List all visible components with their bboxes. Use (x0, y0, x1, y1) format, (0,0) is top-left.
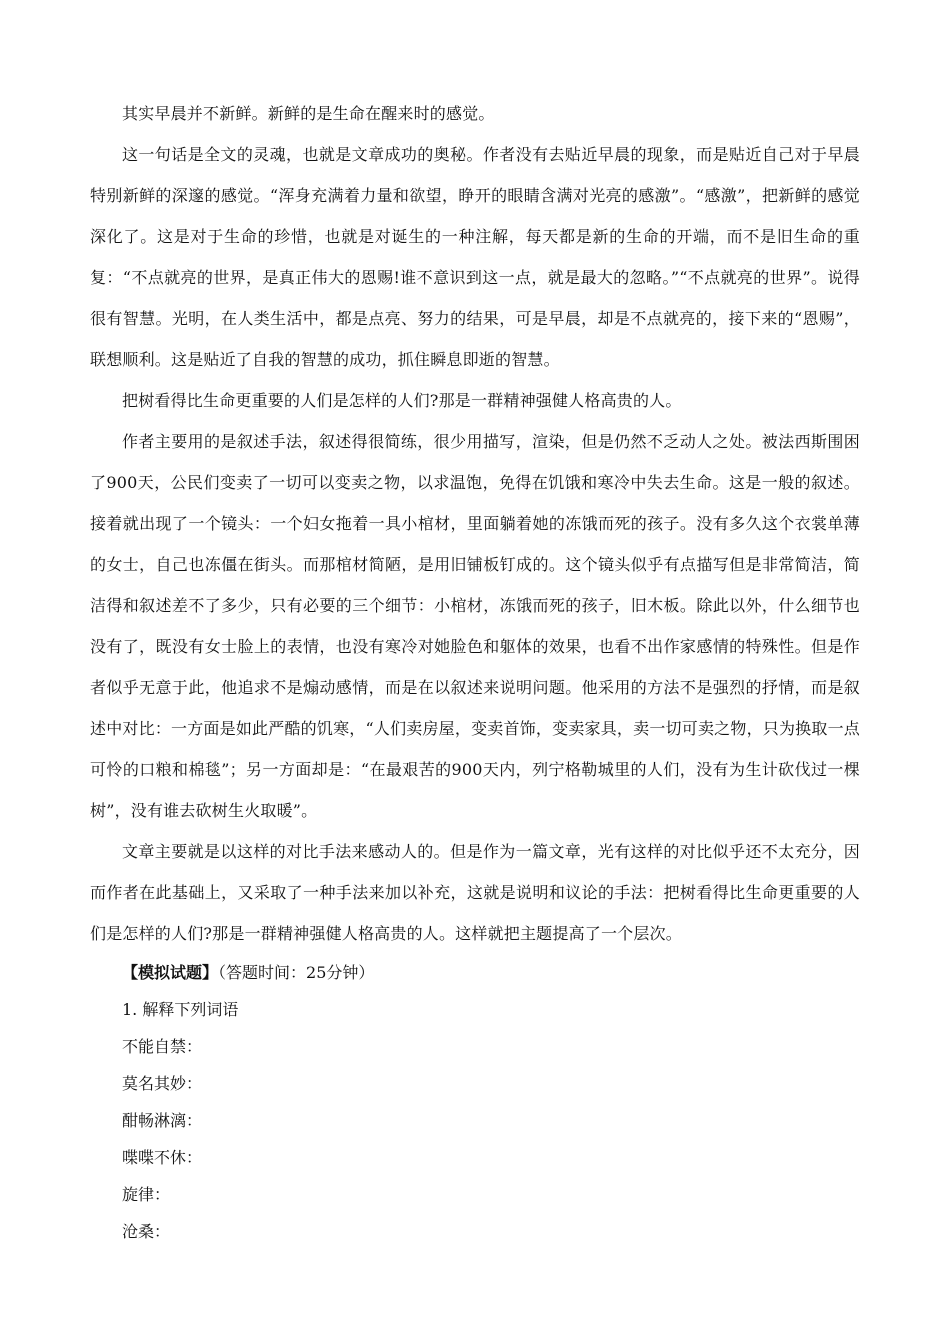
term-item: 莫名其妙： (122, 1074, 203, 1093)
paragraph-1: 其实早晨并不新鲜。新鲜的是生命在醒来时的感觉。 (122, 104, 495, 123)
question-1: 1. 解释下列词语 (122, 1000, 239, 1019)
paragraph-2: 这一句话是全文的灵魂，也就是文章成功的奥秘。作者没有去贴近早晨的现象，而是贴近自己对于早晨特别新鲜的深邃的感觉。“浑身充满着力量和欲望，睁开的眼睛含满对光亮的感激”。“感激”，把新鲜的感觉深化了。这是对于生命的珍惜，也就是对诞生的一种注解，每天都是新的生命的开端，而不是旧生命的重复：“不点就亮的世界，是真正伟大的恩赐!谁不意识到这一点，就是最大的忽略。”“不点就亮的世界”。说得很有智慧。光明，在人类生活中，都是点亮、努力的结果，可是早晨，却是不点就亮的，接下来的“恩赐”，联想顺利。这是贴近了自我的智慧的成功，抓住瞬息即逝的智慧。 (90, 145, 860, 369)
term-item: 酣畅淋漓： (122, 1111, 203, 1130)
document-page (90, 93, 860, 1250)
paragraph-4: 作者主要用的是叙述手法，叙述得很简练，很少用描写，渲染，但是仍然不乏动人之处。被法西斯围困了900天，公民们变卖了一切可以变卖之物，以求温饱，免得在饥饿和寒冷中失去生命。这是一般的叙述。接着就出现了一个镜头：一个妇女拖着一具小棺材，里面躺着她的冻饿而死的孩子。没有多久这个衣裳单薄的女士，自己也冻僵在街头。而那棺材简陋，是用旧铺板钉成的。这个镜头似乎有点描写但是非常简洁，简洁得和叙述差不了多少，只有必要的三个细节：小棺材，冻饿而死的孩子，旧木板。除此以外，什么细节也没有了，既没有女士脸上的表情，也没有寒冷对她脸色和躯体的效果，也看不出作家感情的特殊性。但是作者似乎无意于此，他追求不是煽动感情，而是在以叙述来说明问题。他采用的方法不是强烈的抒情，而是叙述中对比：一方面是如此严酷的饥寒，“人们卖房屋，变卖首饰，变卖家具，卖一切可卖之物，只为换取一点可怜的口粮和棉毯”；另一方面却是：“在最艰苦的900天内，列宁格勒城里的人们，没有为生计砍伐过一棵树”，没有谁去砍树生火取暖”。 (90, 432, 860, 820)
term-item: 沧桑： (122, 1222, 171, 1241)
exercise-heading: 【模拟试题】 (122, 963, 219, 982)
exercise-heading-line (90, 954, 860, 991)
term-item: 不能自禁： (122, 1037, 203, 1056)
term-item: 喋喋不休： (122, 1148, 203, 1167)
exercise-time-note: （答题时间：25分钟） (218, 963, 375, 982)
term-item: 旋律： (122, 1185, 171, 1204)
paragraph-3: 把树看得比生命更重要的人们是怎样的人们?那是一群精神强健人格高贵的人。 (122, 391, 682, 410)
paragraph-5: 文章主要就是以这样的对比手法来感动人的。但是作为一篇文章，光有这样的对比似乎还不太充分，因而作者在此基础上，又采取了一种手法来加以补充，这就是说明和议论的手法：把树看得比生命更重要的人们是怎样的人们?那是一群精神强健人格高贵的人。这样就把主题提高了一个层次。 (90, 842, 860, 943)
